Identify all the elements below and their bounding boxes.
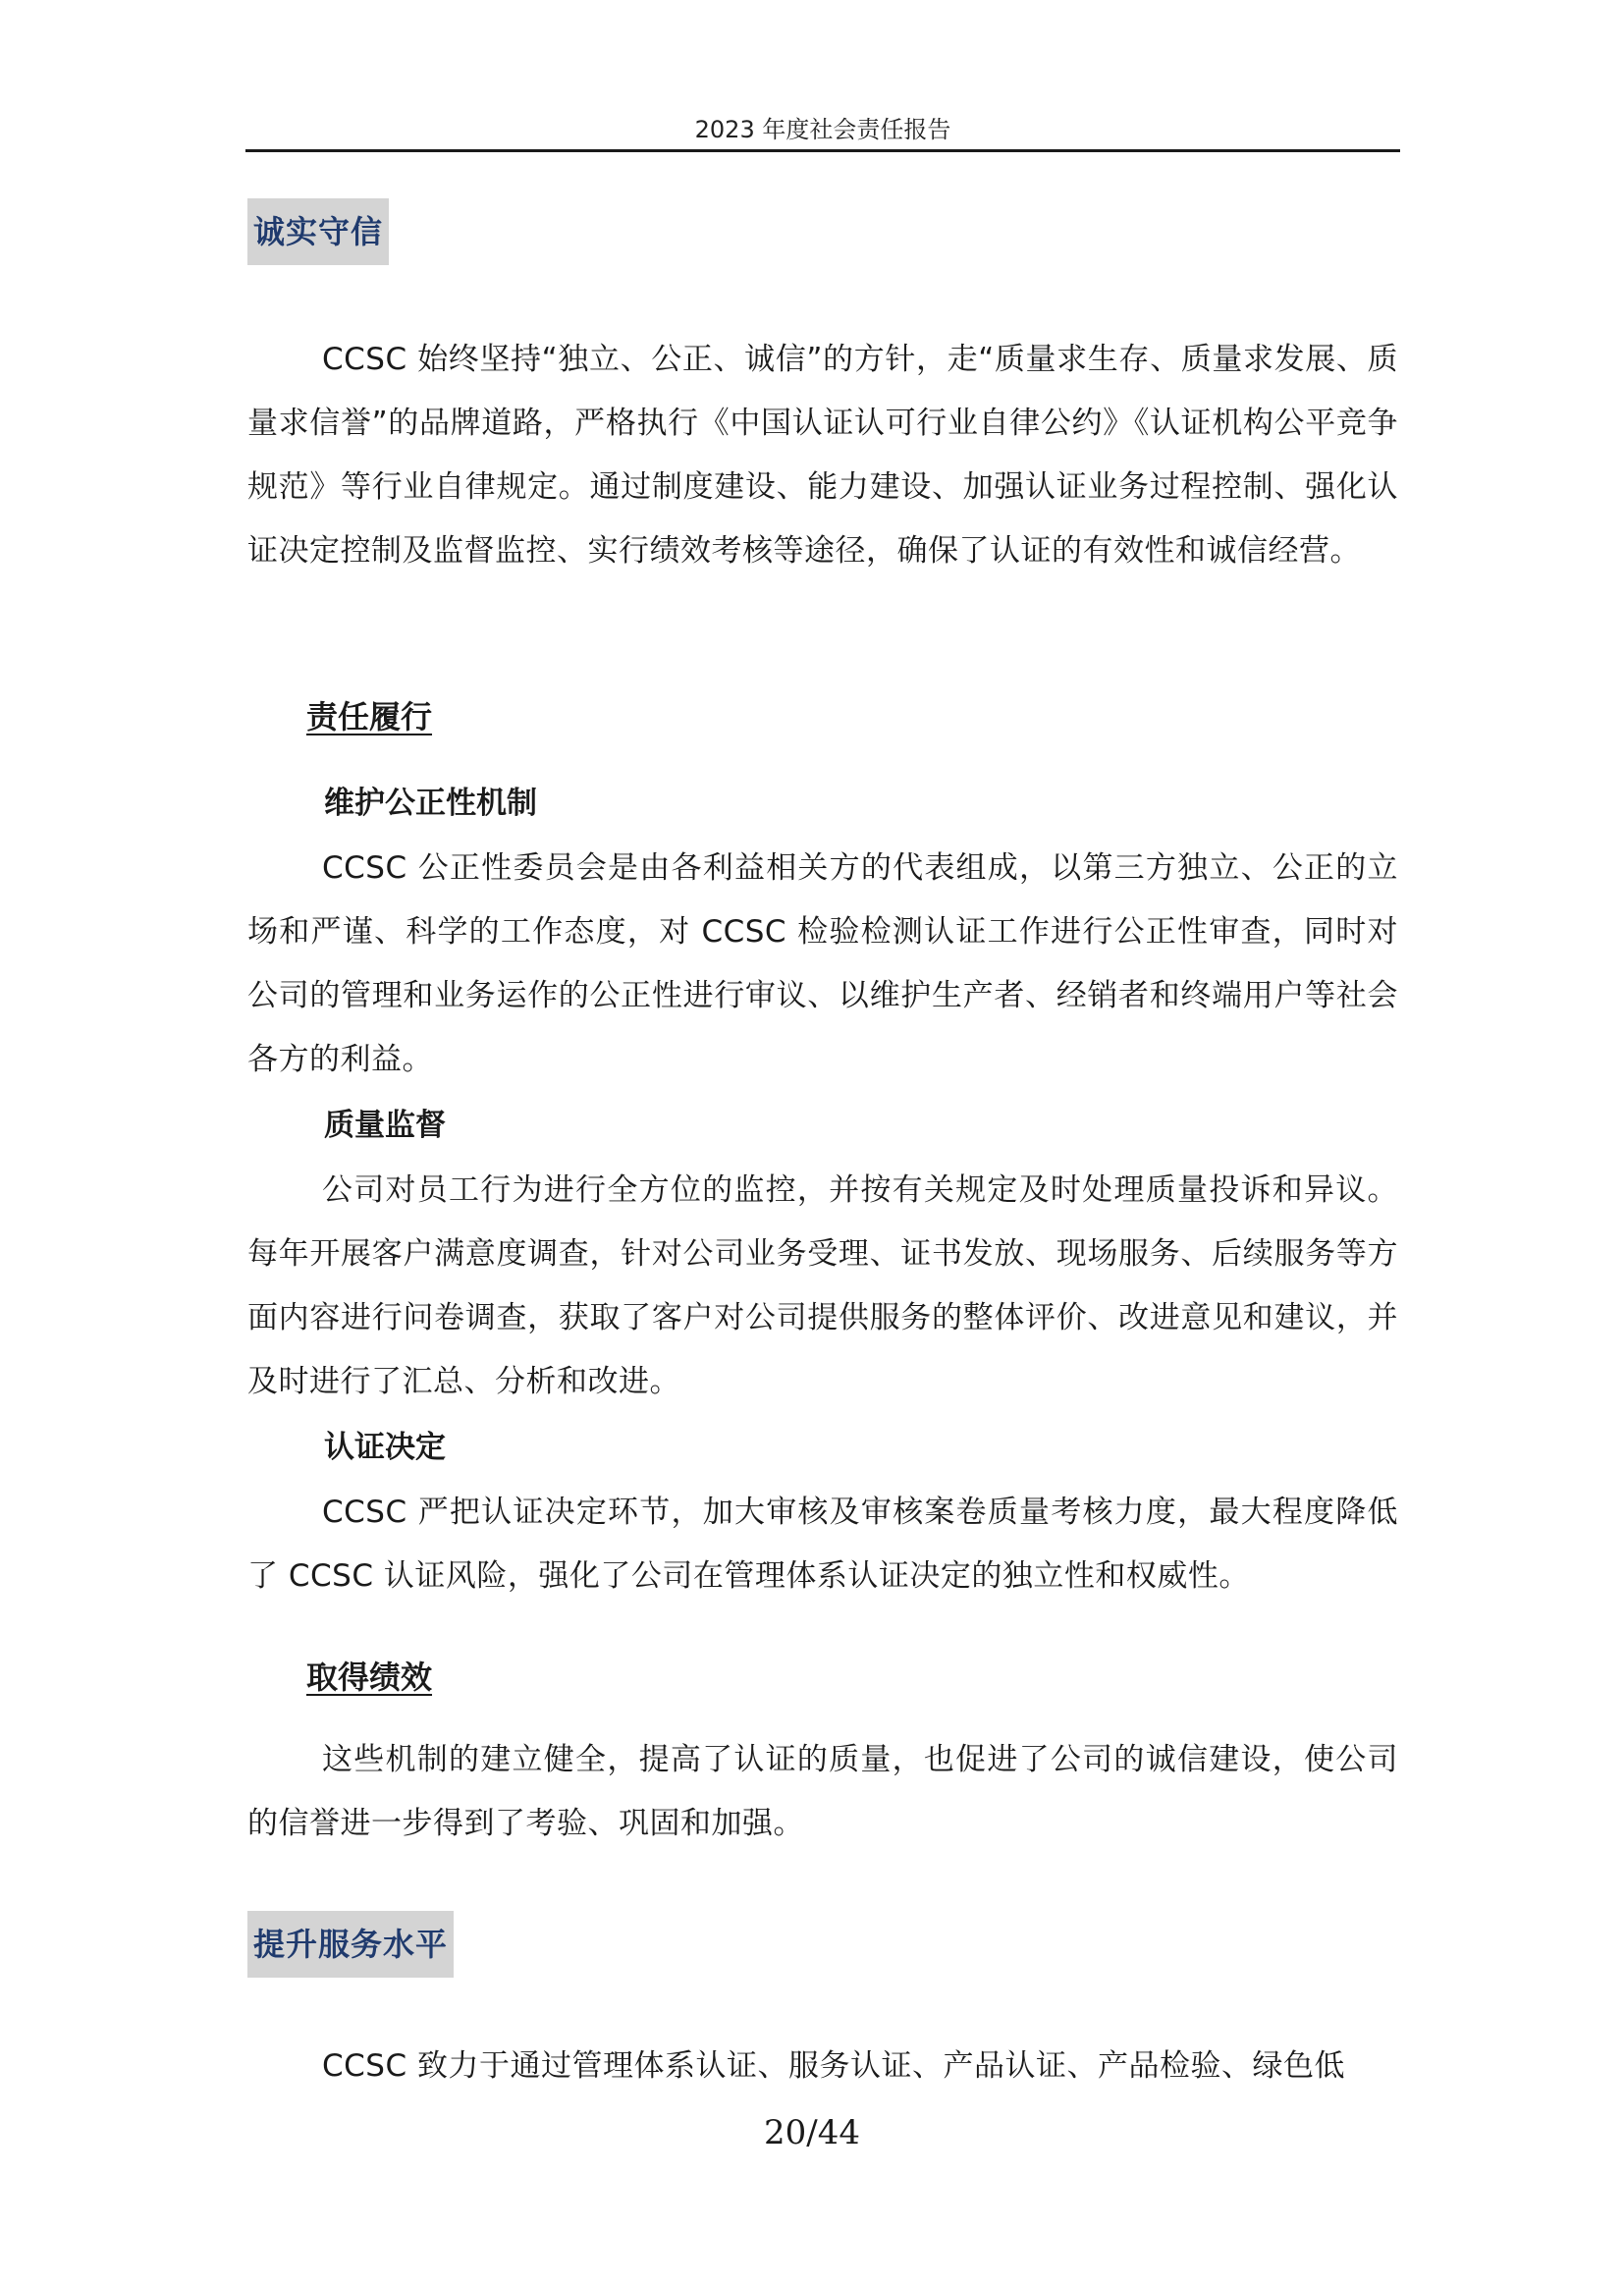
- header-divider: [245, 149, 1400, 152]
- subsection-title-responsibility: 责任履行: [306, 698, 433, 735]
- section-title-integrity: 诚实守信: [247, 198, 389, 265]
- page-number: 20/44: [764, 2113, 860, 2152]
- item-title-impartiality: 维护公正性机制: [324, 786, 537, 821]
- section-title-service-level: 提升服务水平: [247, 1911, 454, 1978]
- integrity-intro-paragraph: CCSC 始终坚持“独立、公正、诚信”的方针，走“质量求生存、质量求发展、质量求信誉”的品牌道路，严格执行《中国认证认可行业自律公约》《认证机构公平竞争规范》等行业自律规定。通过制度建设、能力建设、加强认证业务过程控制、强化认证决定控制及监督监控、实行绩效考核等途径，确保了认证的有效性和诚信经营。: [247, 342, 1398, 569]
- service-level-intro-paragraph: CCSC 致力于通过管理体系认证、服务认证、产品认证、产品检验、绿色低: [322, 2048, 1345, 2084]
- item-title-quality-supervision: 质量监督: [324, 1108, 446, 1143]
- performance-paragraph: 这些机制的建立健全，提高了认证的质量，也促进了公司的诚信建设，使公司的信誉进一步得到了考验、巩固和加强。: [247, 1742, 1398, 1841]
- subsection-title-performance: 取得绩效: [306, 1659, 433, 1696]
- item-title-certification-decision: 认证决定: [324, 1430, 446, 1465]
- certification-decision-paragraph: CCSC 严把认证决定环节，加大审核及审核案卷质量考核力度，最大程度降低了 CCSC 认证风险，强化了公司在管理体系认证决定的独立性和权威性。: [247, 1495, 1398, 1594]
- running-header: 2023 年度社会责任报告: [694, 116, 951, 143]
- quality-supervision-paragraph: 公司对员工行为进行全方位的监控，并按有关规定及时处理质量投诉和异议。每年开展客户满意度调查，针对公司业务受理、证书发放、现场服务、后续服务等方面内容进行问卷调查，获取了客户对公司提供服务的整体评价、改进意见和建议，并及时进行了汇总、分析和改进。: [247, 1172, 1398, 1399]
- impartiality-paragraph: CCSC 公正性委员会是由各利益相关方的代表组成，以第三方独立、公正的立场和严谨、科学的工作态度，对 CCSC 检验检测认证工作进行公正性审查，同时对公司的管理和业务运作的公正性进行审议、以维护生产者、经销者和终端用户等社会各方的利益。: [247, 850, 1398, 1077]
